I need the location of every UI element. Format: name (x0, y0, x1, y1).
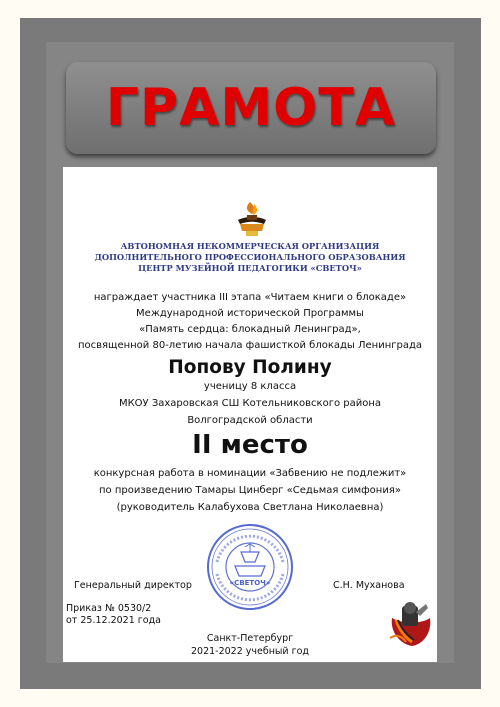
recipient-role: ученицу 8 класса (203, 381, 297, 392)
order-date: от 25.12.2021 года (66, 615, 161, 626)
recipient-name: Попову Полину (168, 357, 332, 378)
signature-name: С.Н. Муханова (333, 580, 405, 591)
organization-stamp-icon (205, 522, 295, 612)
org-line-2: ДОПОЛНИТЕЛЬНОГО ПРОФЕССИОНАЛЬНОГО ОБРАЗОВАНИЯ (94, 252, 406, 262)
certificate-title: ГРАМОТА (105, 78, 397, 138)
order-number: Приказ № 0530/2 (66, 603, 152, 614)
work-line-2: по произведению Тамары Цинберг «Седьмая симфония» (99, 485, 401, 496)
award-line-1: награждает участника III этапа «Читаем книги о блокаде» (93, 292, 407, 303)
memorial-emblem-icon (386, 598, 436, 650)
recipient-region: Волгоградской области (187, 415, 313, 426)
award-line-3: «Память сердца: блокадный Ленинград», (139, 324, 361, 335)
award-line-2: Международной исторической Программы (136, 308, 364, 319)
work-line-3: (руководитель Калабухова Светлана Николаевна) (116, 502, 384, 513)
org-line-1: АВТОНОМНАЯ НЕКОММЕРЧЕСКАЯ ОРГАНИЗАЦИЯ (120, 241, 380, 251)
org-line-3: ЦЕНТР МУЗЕЙНОЙ ПЕДАГОГИКИ «СВЕТОЧ» (138, 263, 362, 273)
footer-year: 2021-2022 учебный год (190, 646, 310, 657)
stamp-label: «СВЕТОЧ» (229, 579, 271, 587)
award-line-4: посвященной 80-летию начала фашисткой блокады Ленинграда (77, 340, 423, 351)
work-line-1: конкурсная работа в номинации «Забвению не подлежит» (93, 468, 407, 479)
recipient-school: МКОУ Захаровская СШ Котельниковского района (118, 398, 382, 409)
title-banner (66, 62, 436, 154)
footer-city: Санкт-Петербург (206, 633, 294, 644)
torch-logo-icon (234, 198, 270, 238)
place-label: II место (192, 430, 308, 460)
signature-position: Генеральный директор (74, 580, 192, 591)
